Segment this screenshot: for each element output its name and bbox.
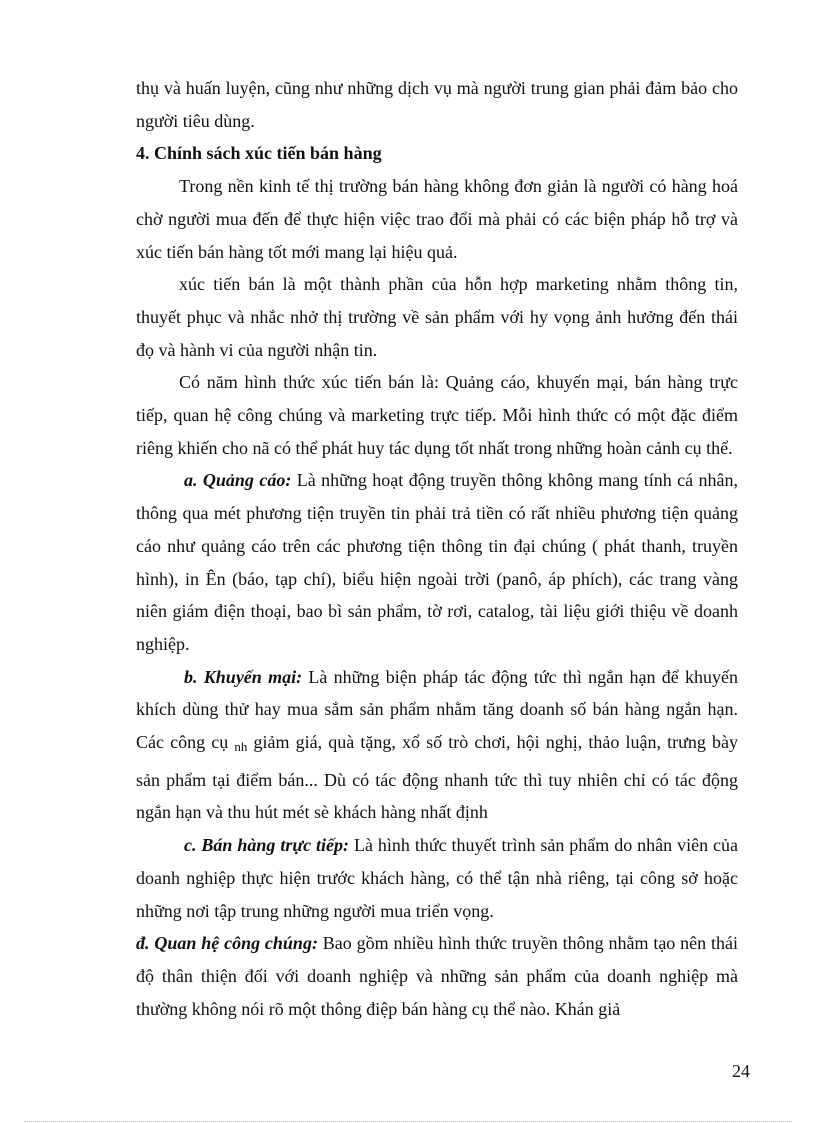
public-relations-text: Bao gồm nhiều hình thức truyền thông nhằm tạo nên thái độ thân thiện đối với doanh nghiệp và những sản phẩm của doanh nghiệp mà thường không nói rõ một thông điệp bán hàng cụ thể nào. Khán giả xyxy=(136,933,738,1019)
advertising-label: a. Quảng cáo: xyxy=(184,470,292,491)
page-body xyxy=(136,72,738,1025)
advertising-text: Là những hoạt động truyền thông không mang tính cá nhân, thông qua mét phương tiện truyền tin phải trả tiền có rất nhiều phương tiện quảng cáo như quảng cáo trên các phương tiện thông tin đại chúng ( phát thanh, truyền hình), in Ên (báo, tạp chí), biểu hiện ngoài trời (panô, áp phích), các trang vàng niên giám điện thoại, bao bì sản phẩm, tờ rơi, catalog, tài liệu giới thiệu về doanh nghiệp. xyxy=(136,470,738,654)
paragraph-five-forms: Có năm hình thức xúc tiến bán là: Quảng cáo, khuyến mại, bán hàng trực tiếp, quan hệ công chúng và marketing trực tiếp. Mỗi hình thức có một đặc điểm riêng khiến cho nã có thể phát huy tác dụng tốt nhất trong những hoàn cảnh cụ thể. xyxy=(136,372,738,458)
paragraph-intro-continuation: thụ và huấn luyện, cũng như những dịch vụ mà người trung gian phải đảm bảo cho người tiêu dùng. xyxy=(136,78,738,131)
sales-promotion-text-before: Là những biện pháp tác động tức thì ngắn hạn để khuyến khích dùng thử hay mua sắm sản phẩm nhằm tăng doanh số bán hàng ngắn hạn. Các công cụ xyxy=(136,666,739,753)
paragraph-personal-selling xyxy=(136,829,738,927)
page-bottom-rule xyxy=(24,1121,792,1122)
paragraph-sales-promotion xyxy=(136,661,738,830)
sales-promotion-label: b. Khuyến mại: xyxy=(184,666,303,687)
page-number: 24 xyxy=(732,1061,750,1081)
paragraph-promotion-definition: xúc tiến bán là một thành phần của hỗn hợp marketing nhằm thông tin, thuyết phục và nhắc nhở thị trường về sản phẩm với hy vọng ảnh hưởng đến thái đọ và hành vi của người nhận tin. xyxy=(136,274,738,360)
personal-selling-text: Là hình thức thuyết trình sản phẩm do nhân viên của doanh nghiệp thực hiện trước khách hàng, có thể tận nhà riêng, tại công sở hoặc những nơi tập trung những người mua triển vọng. xyxy=(136,835,738,921)
paragraph-public-relations xyxy=(136,927,738,1025)
paragraph-advertising xyxy=(136,464,738,660)
public-relations-label: đ. Quan hệ công chúng: xyxy=(136,933,318,954)
section-heading: 4. Chính sách xúc tiến bán hàng xyxy=(136,143,382,164)
sales-promotion-subscript: nh xyxy=(234,739,248,755)
sales-promotion-text-after: giảm giá, quà tặng, xổ số trò chơi, hội nghị, thảo luận, trưng bày sản phẩm tại điểm bán... Dù có tác động nhanh tức thì tuy nhiên chỉ có tác động ngắn hạn và thu hút mét sè khách hàng nhất định xyxy=(136,732,738,823)
personal-selling-label: c. Bán hàng trực tiếp: xyxy=(184,835,350,856)
paragraph-market-economy: Trong nền kinh tế thị trường bán hàng không đơn giản là người có hàng hoá chờ người mua đến để thực hiện việc trao đổi mà phải có các biện pháp hỗ trợ và xúc tiến bán hàng tốt mới mang lại hiệu quả. xyxy=(136,176,738,262)
